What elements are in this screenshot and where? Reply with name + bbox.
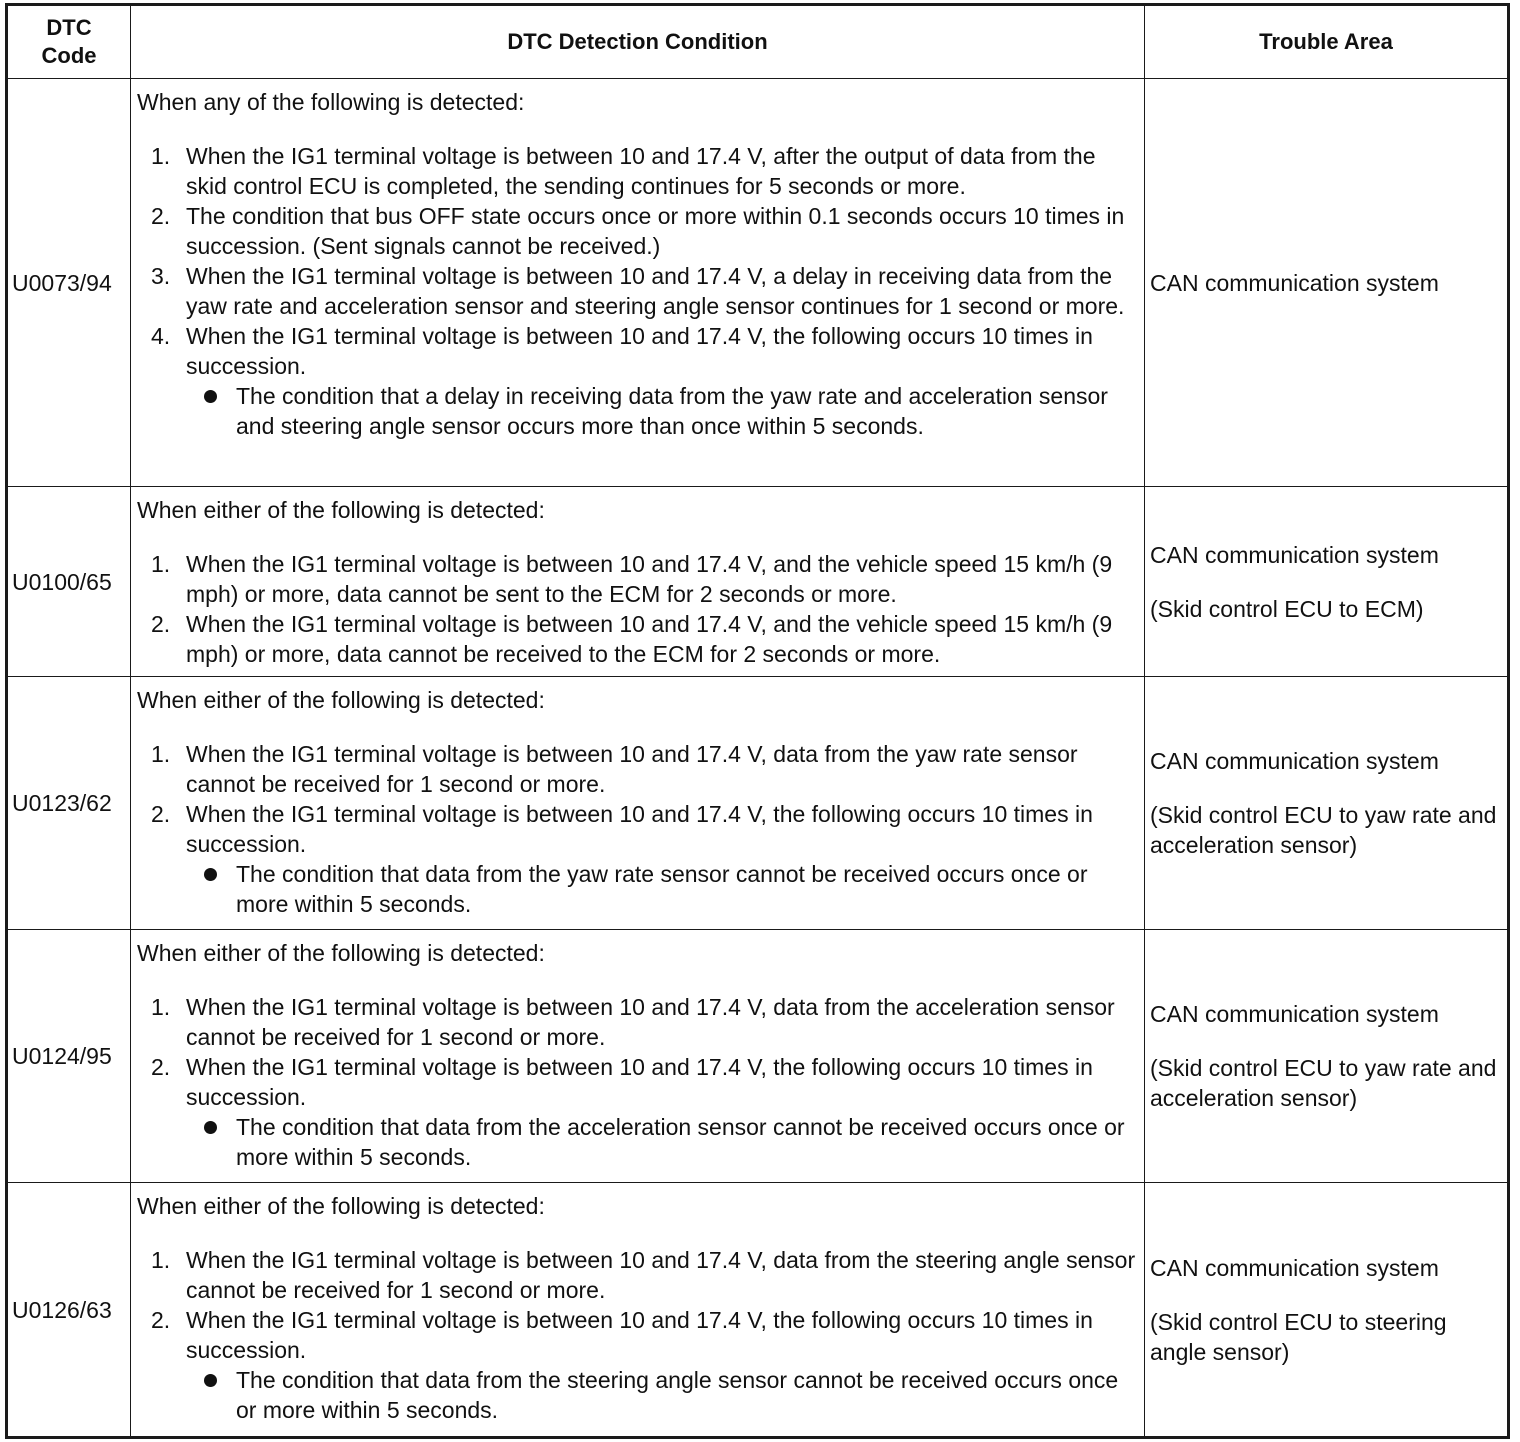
condition-item [137,549,1138,609]
dtc-code-cell: U0126/63 [8,1183,131,1437]
condition-item-number: 1. [151,551,171,577]
condition-item-number: 2. [151,1307,171,1333]
trouble-area-cell [1145,1183,1508,1437]
condition-item [137,992,1138,1052]
detection-condition-cell [131,677,1145,930]
condition-item-text: When the IG1 terminal voltage is between 10 and 17.4 V, and the vehicle speed 15 km/h (9 mph) or more, data cannot be received to the ECM for 2 seconds or more. [186,611,1113,667]
trouble-area-system: CAN communication system [1150,748,1439,774]
table-body [8,79,1508,1437]
header-dtc-code-line1: DTC [46,15,92,40]
trouble-area-detail: (Skid control ECU to steering angle sensor) [1150,1308,1447,1365]
header-row [8,6,1508,79]
condition-item [137,1305,1138,1425]
condition-list [137,141,1138,441]
sub-condition-item [186,1112,1138,1172]
condition-intro: When either of the following is detected: [137,687,545,713]
sub-condition-item [186,381,1138,441]
header-trouble-area: Trouble Area [1145,6,1508,79]
detection-condition-cell [131,79,1145,487]
condition-item-number: 1. [151,994,171,1020]
condition-item [137,261,1138,321]
sub-condition-text: The condition that data from the yaw rate sensor cannot be received occurs once or more within 5 seconds. [236,861,1088,917]
trouble-area-cell [1145,79,1508,487]
condition-item-number: 2. [151,801,171,827]
condition-item-text: When the IG1 terminal voltage is between 10 and 17.4 V, and the vehicle speed 15 km/h (9 mph) or more, data cannot be sent to the ECM for 2 seconds or more. [186,551,1113,607]
condition-item-number: 1. [151,1247,171,1273]
condition-list [137,739,1138,919]
sub-condition-text: The condition that data from the steering angle sensor cannot be received occurs once or more within 5 seconds. [236,1367,1119,1423]
dtc-code-cell: U0100/65 [8,487,131,677]
bullet-icon [204,1374,217,1387]
sub-condition-list [186,1365,1138,1425]
condition-item-number: 2. [151,203,171,229]
trouble-area-system: CAN communication system [1150,1001,1439,1027]
condition-item [137,201,1138,261]
condition-item [137,609,1138,669]
dtc-code-cell: U0073/94 [8,79,131,487]
condition-list [137,549,1138,669]
bullet-icon [204,390,217,403]
dtc-code-cell: U0123/62 [8,677,131,930]
condition-item-number: 4. [151,323,171,349]
condition-item-number: 2. [151,1054,171,1080]
condition-list [137,992,1138,1172]
trouble-area-system: CAN communication system [1150,541,1439,568]
condition-list [137,1245,1138,1425]
trouble-area-detail: (Skid control ECU to ECM) [1150,595,1424,622]
dtc-table [7,5,1508,1437]
condition-item [137,739,1138,799]
condition-item-number: 3. [151,263,171,289]
condition-item-number: 1. [151,741,171,767]
condition-item-number: 2. [151,611,171,637]
condition-item-text: When the IG1 terminal voltage is between 10 and 17.4 V, a delay in receiving data from the yaw rate and acceleration sensor and steering angle sensor continues for 1 second or more. [186,263,1125,319]
condition-intro: When either of the following is detected: [137,497,545,523]
table-row [8,79,1508,487]
trouble-area-cell [1145,677,1508,930]
condition-item-text: When the IG1 terminal voltage is between 10 and 17.4 V, data from the steering angle sensor cannot be received for 1 second or more. [186,1247,1136,1303]
sub-condition-text: The condition that a delay in receiving data from the yaw rate and acceleration sensor and steering angle sensor occurs more than once within 5 seconds. [236,383,1108,439]
table-row [8,677,1508,930]
condition-item-text: When the IG1 terminal voltage is between 10 and 17.4 V, data from the acceleration sensor cannot be received for 1 second or more. [186,994,1115,1050]
table-row [8,487,1508,677]
detection-condition-cell [131,487,1145,677]
sub-condition-item [186,1365,1138,1425]
condition-intro: When any of the following is detected: [137,89,525,115]
condition-item [137,141,1138,201]
trouble-area-detail: (Skid control ECU to yaw rate and acceleration sensor) [1150,1055,1497,1111]
table-row [8,930,1508,1183]
trouble-area-detail: (Skid control ECU to yaw rate and acceleration sensor) [1150,802,1497,858]
detection-condition-cell [131,1183,1145,1437]
condition-item-number: 1. [151,143,171,169]
sub-condition-list [186,1112,1138,1172]
trouble-area-system: CAN communication system [1150,1254,1439,1281]
header-dtc-code [8,6,131,79]
sub-condition-item [186,859,1138,919]
sub-condition-text: The condition that data from the acceleration sensor cannot be received occurs once or more within 5 seconds. [236,1114,1125,1170]
sub-condition-list [186,859,1138,919]
condition-item [137,1052,1138,1172]
condition-item [137,799,1138,919]
bullet-icon [204,868,217,881]
dtc-code-cell: U0124/95 [8,930,131,1183]
trouble-area-cell [1145,487,1508,677]
header-dtc-code-line2: Code [41,43,97,68]
detection-condition-cell [131,930,1145,1183]
condition-item [137,321,1138,441]
condition-item-text: When the IG1 terminal voltage is between 10 and 17.4 V, the following occurs 10 times in succession. [186,801,1093,857]
condition-item-text: When the IG1 terminal voltage is between 10 and 17.4 V, after the output of data from the skid control ECU is completed, the sending continues for 5 seconds or more. [186,143,1096,199]
condition-item-text: When the IG1 terminal voltage is between 10 and 17.4 V, the following occurs 10 times in succession. [186,323,1093,379]
condition-intro: When either of the following is detected: [137,940,545,966]
bullet-icon [204,1121,217,1134]
condition-item-text: The condition that bus OFF state occurs once or more within 0.1 seconds occurs 10 times in succession. (Sent signals cannot be received.) [186,203,1125,259]
condition-item [137,1245,1138,1305]
sub-condition-list [186,381,1138,441]
condition-item-text: When the IG1 terminal voltage is between 10 and 17.4 V, data from the yaw rate sensor cannot be received for 1 second or more. [186,741,1078,797]
header-detection-condition: DTC Detection Condition [131,6,1145,79]
table-row [8,1183,1508,1437]
condition-item-text: When the IG1 terminal voltage is between 10 and 17.4 V, the following occurs 10 times in succession. [186,1054,1093,1110]
trouble-area-cell [1145,930,1508,1183]
condition-intro: When either of the following is detected: [137,1193,545,1219]
trouble-area-system: CAN communication system [1150,269,1439,296]
condition-item-text: When the IG1 terminal voltage is between 10 and 17.4 V, the following occurs 10 times in succession. [186,1307,1093,1363]
